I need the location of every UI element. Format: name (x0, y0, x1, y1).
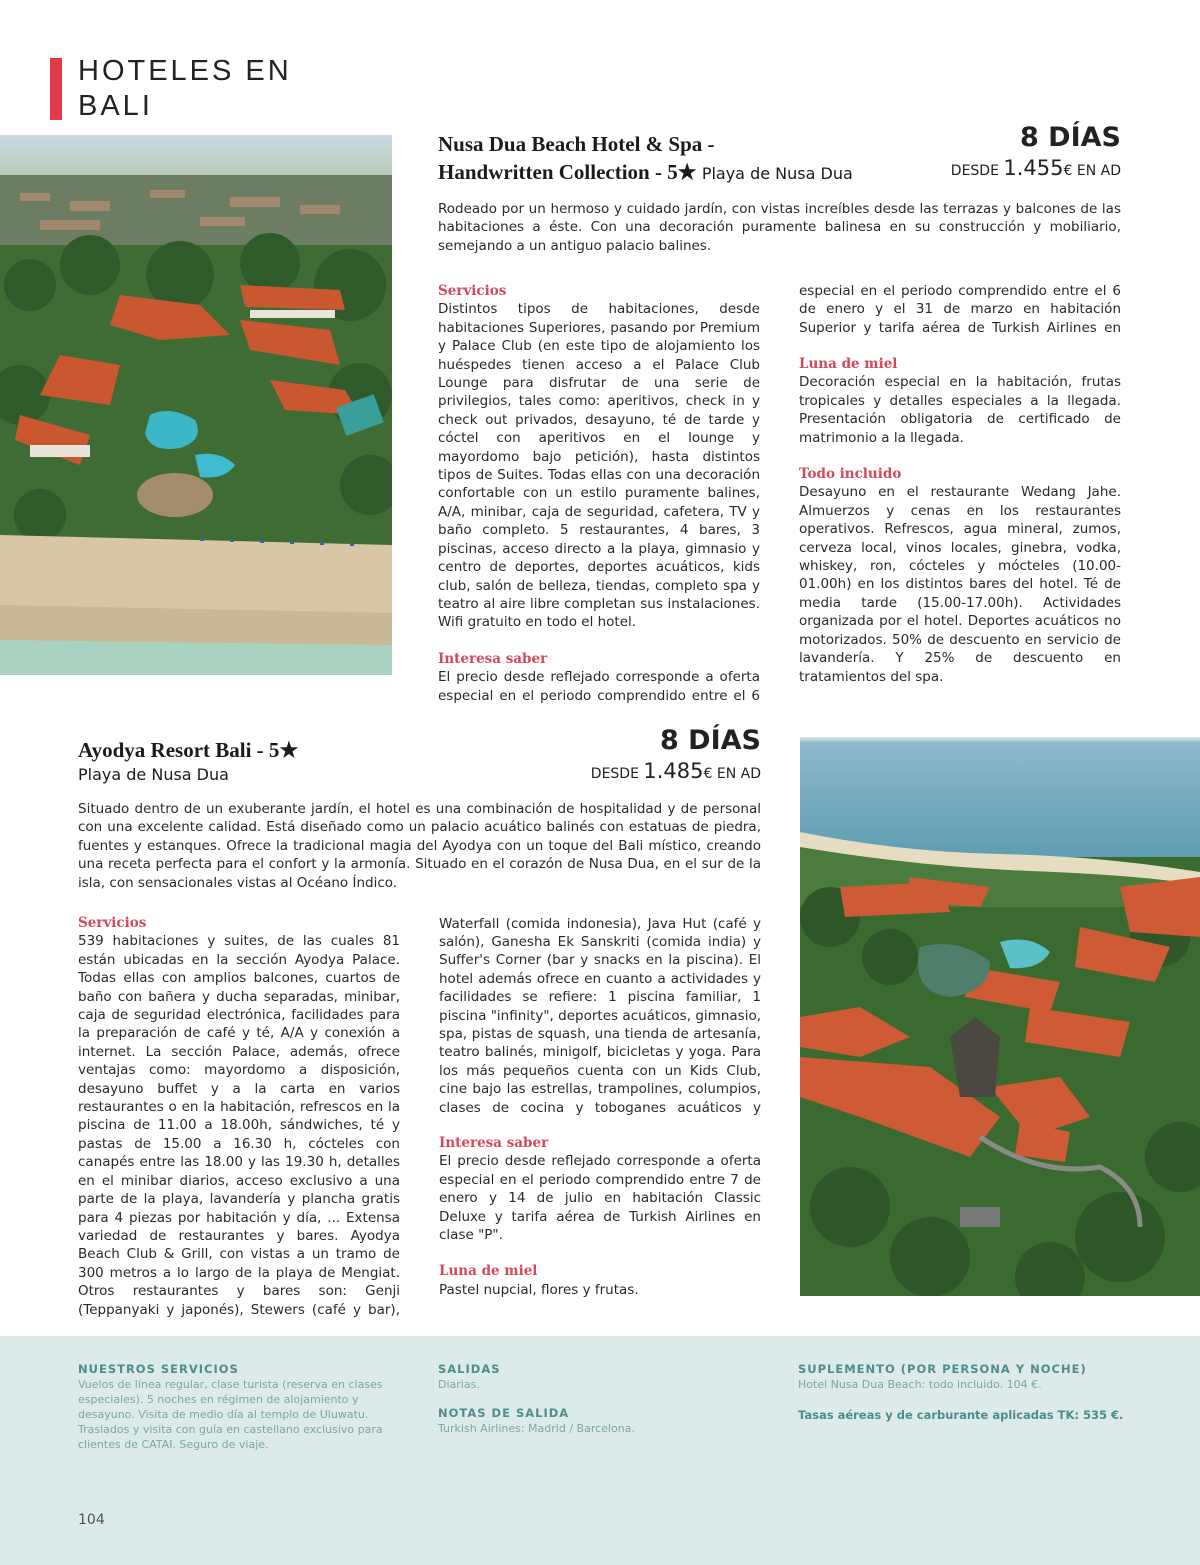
hotel1-star-icon: ★ (677, 160, 697, 184)
footer-servicios-heading: NUESTROS SERVICIOS (78, 1362, 239, 1376)
footer-notas-heading: NOTAS DE SALIDA (438, 1406, 570, 1420)
hotel2-interesa-text: El precio desde reflejado corresponde a oferta especial en el periodo comprendido entre 7 de enero y 14 de julio en habitación Classic Deluxe y tarifa aérea de Turkish Airlines en clase "P". (439, 1153, 761, 1244)
footer-salidas-text: Diarias. (438, 1378, 480, 1391)
hotel2-price (520, 759, 761, 783)
hotel1-servicios-text: Distintos tipos de habitaciones, desde habitaciones Superiores, pasando por Premium y Palace Club (en este tipo de alojamiento los huéspedes tienen acceso a el Palace Club Lounge para disfrutar de una serie de privilegios, tales como: aperitivos, check in y check out privados, desayuno, té de tarde y cóctel con aperitivos en el lounge y mayordomo bajo petición), hasta distintos tipos de Suites. Todas ellas con una decoración confortable con un estilo puramente balines, A/A, minibar, caja de seguridad, cafetera, TV y baño completo. 5 restaurantes, 4 bares, 3 piscinas, acceso directo a la playa, gimnasio y centro de deportes, deportes acuáticos, kids club, salón de belleza, tiendas, completo spa y teatro al aire libre completan sus instalaciones. Wifi gratuito en todo el hotel. (438, 301, 760, 631)
hotel2-price-value: 1.485 (643, 759, 704, 783)
hotel2-days: 8 DÍAS (660, 725, 761, 756)
hotel1-name-line2: Handwritten Collection - 5 (438, 160, 678, 184)
hotel1-intro: Rodeado por un hermoso y cuidado jardín, con vistas increíbles desde las terrazas y balcones de las habitaciones a éste. Con una decoración puramente balinesa en su construcción y mobiliario, semejando a un antiguo palacio balines. (438, 201, 1121, 254)
hotel1-interesa-text: El precio desde reflejado corresponde a oferta especial en el periodo comprendido entre el 6 (438, 669, 760, 704)
hotel2-servicios-text-cont: Waterfall (comida indonesia), Java Hut (café y salón), Ganesha Ek Sanskriti (comida india) y Suffer's Corner (bar y snacks en la piscina). El hotel además ofrece en cuanto a actividades y facilidades se refiere: 1 piscina familiar, 1 piscina "infinity", deportes acuáticos, gimnasio, spa, pistas de squash, una tienda de artesanía, teatro balinés, minigolf, bicicletas y yoga. Para los más pequeños cuenta con un Kids Club, cine bajo las estrellas, trampolines, columpios, clases de cocina y toboganes acuáticos y (439, 915, 761, 1116)
hotel1-photo (0, 135, 392, 675)
hotel1-price-suffix: € EN AD (1063, 163, 1121, 179)
hotel2-luna-title: Luna de miel (439, 1263, 538, 1280)
footer-notas-text: Turkish Airlines: Madrid / Barcelona. (438, 1422, 635, 1435)
hotel2-photo (800, 737, 1200, 1296)
page-number: 104 (78, 1512, 105, 1528)
hotel1-title (438, 130, 908, 188)
hotel1-price (880, 156, 1121, 180)
hotel2-title (78, 736, 498, 786)
hotel1-luna-title: Luna de miel (799, 356, 898, 372)
footer-servicios (78, 1362, 402, 1452)
footer-suplemento-text: Hotel Nusa Dua Beach: todo incluido. 104 €. (798, 1378, 1042, 1391)
hotel1-interesa-title: Interesa saber (438, 650, 548, 667)
hotel1-luna-text: Decoración especial en la habitación, frutas tropicales y detalles especiales a la llegada. Presentación obligatoria de certificado de matrimonio a la llegada. (799, 374, 1121, 446)
hotel2-name: Ayodya Resort Bali - 5 (78, 738, 280, 762)
hotel2-luna-text: Pastel nupcial, flores y frutas. (439, 1281, 639, 1298)
hotel1-todo-text: Desayuno en el restaurante Wedang Jahe. Almuerzos y cenas en los restaurantes operativos. Refrescos, agua mineral, zumos, cerveza local, vinos locales, ginebra, vodka, whiskey, ron, cócteles y mócteles (10.00-01.00h) en los distintos bares del hotel. Té de media tarde (15.00-17.00h). Actividades organizada por el hotel. Deportes acuáticos no motorizados. 50% de descuento en servicio de lavandería. Y 25% de descuento en tratamientos del spa. (799, 484, 1121, 685)
hotel1-name-line1: Nusa Dua Beach Hotel & Spa - (438, 132, 715, 156)
hotel2-col-left (78, 914, 400, 1336)
hotel2-aerial-image (800, 737, 1200, 1296)
hotel2-servicios-text: 539 habitaciones y suites, de las cuales 81 están ubicadas en la sección Ayodya Palace. Todas ellas con amplios balcones, cuartos de baño con bañera y ducha separadas, minibar, caja de seguridad electrónica, facilidades para la preparación de café y té, A/A y conexión a internet. La sección Palace, además, ofrece ventajas como: mayordomo a disposición, desayuno buffet y a la carta en varios restaurantes o en la habitación, refrescos en la piscina de 11.00 a 18.00h, sándwiches, té y pastas de 15.00 a 16.30 h, cócteles con canapés entre las 18.00 y las 19.30 h, detalles en el minibar diarios, acceso exclusivo a una parte de la playa, lavandería y plancha gratis para 4 piezas por habitación y día, ... Extensa variedad de restaurantes y bares. Ayodya Beach Club & Grill, con vistas a un tramo de 300 metros a lo largo de la playa de Mengiat. Otros restaurantes y bares son: Genji (Teppanyaki y japonés), Stewers (café y bar), (78, 933, 400, 1318)
hotel2-price-prefix: DESDE (590, 766, 639, 782)
hotel2-interesa-title: Interesa saber (439, 1135, 549, 1151)
hotel2-star-icon: ★ (279, 738, 299, 762)
hotel1-col-right (799, 282, 1121, 704)
hotel1-days: 8 DÍAS (1020, 122, 1121, 153)
hotel1-interesa-text-cont: especial en el periodo comprendido entre el 6 de enero y el 31 de marzo en habitación Superior y tarifa aérea de Turkish Airlines en (799, 283, 1121, 336)
hotel2-col-right (439, 914, 761, 1317)
hotel1-interesa-continued (799, 282, 1121, 337)
footer-suplemento-heading: SUPLEMENTO (POR PERSONA Y NOCHE) (798, 1362, 1087, 1376)
hotel1-price-prefix: DESDE (950, 163, 999, 179)
hotel1-location: Playa de Nusa Dua (701, 164, 853, 183)
hotel2-price-suffix: € EN AD (703, 766, 761, 782)
footer-salidas (438, 1362, 762, 1436)
hotel1-col-left (438, 282, 760, 722)
hotel2-servicios-continued (439, 914, 761, 1117)
hotel1-servicios-title: Servicios (438, 283, 507, 299)
section-accent-bar (50, 58, 62, 120)
footer-suplemento (798, 1362, 1138, 1422)
footer-salidas-heading: SALIDAS (438, 1362, 501, 1376)
section-title: HOTELES EN BALI (78, 55, 292, 122)
hotel2-intro: Situado dentro de un exuberante jardín, el hotel es una combinación de hospitalidad y de personal con una excelente calidad. Está diseñado como un palacio acuático balinés con estatuas de piedra, fuentes y estanques. Ofrece la tradicional magia del Ayodya con un toque del Bali místico, creando una receta perfecta para el confort y la armonía. Situado en el corazón de Nusa Dua, en el sur de la isla, con sensacionales vistas al Océano Índico. (78, 801, 761, 891)
hotel1-price-value: 1.455 (1003, 156, 1064, 180)
hotel2-location: Playa de Nusa Dua (78, 765, 229, 784)
footer-servicios-text: Vuelos de línea regular, clase turista (reserva en clases especiales). 5 noches en régimen de alojamiento y desayuno. Visita de medio día al templo de Uluwatu. Traslados y visita con guía en castellano exclusivo para clientes de CATAI. Seguro de viaje. (78, 1378, 383, 1451)
footer-tasas-text: Tasas aéreas y de carburante aplicadas TK: 535 €. (798, 1408, 1124, 1422)
hotel1-todo-title: Todo incluido (799, 466, 902, 483)
hotel2-servicios-title: Servicios (78, 915, 147, 931)
hotel1-aerial-image (0, 135, 392, 675)
